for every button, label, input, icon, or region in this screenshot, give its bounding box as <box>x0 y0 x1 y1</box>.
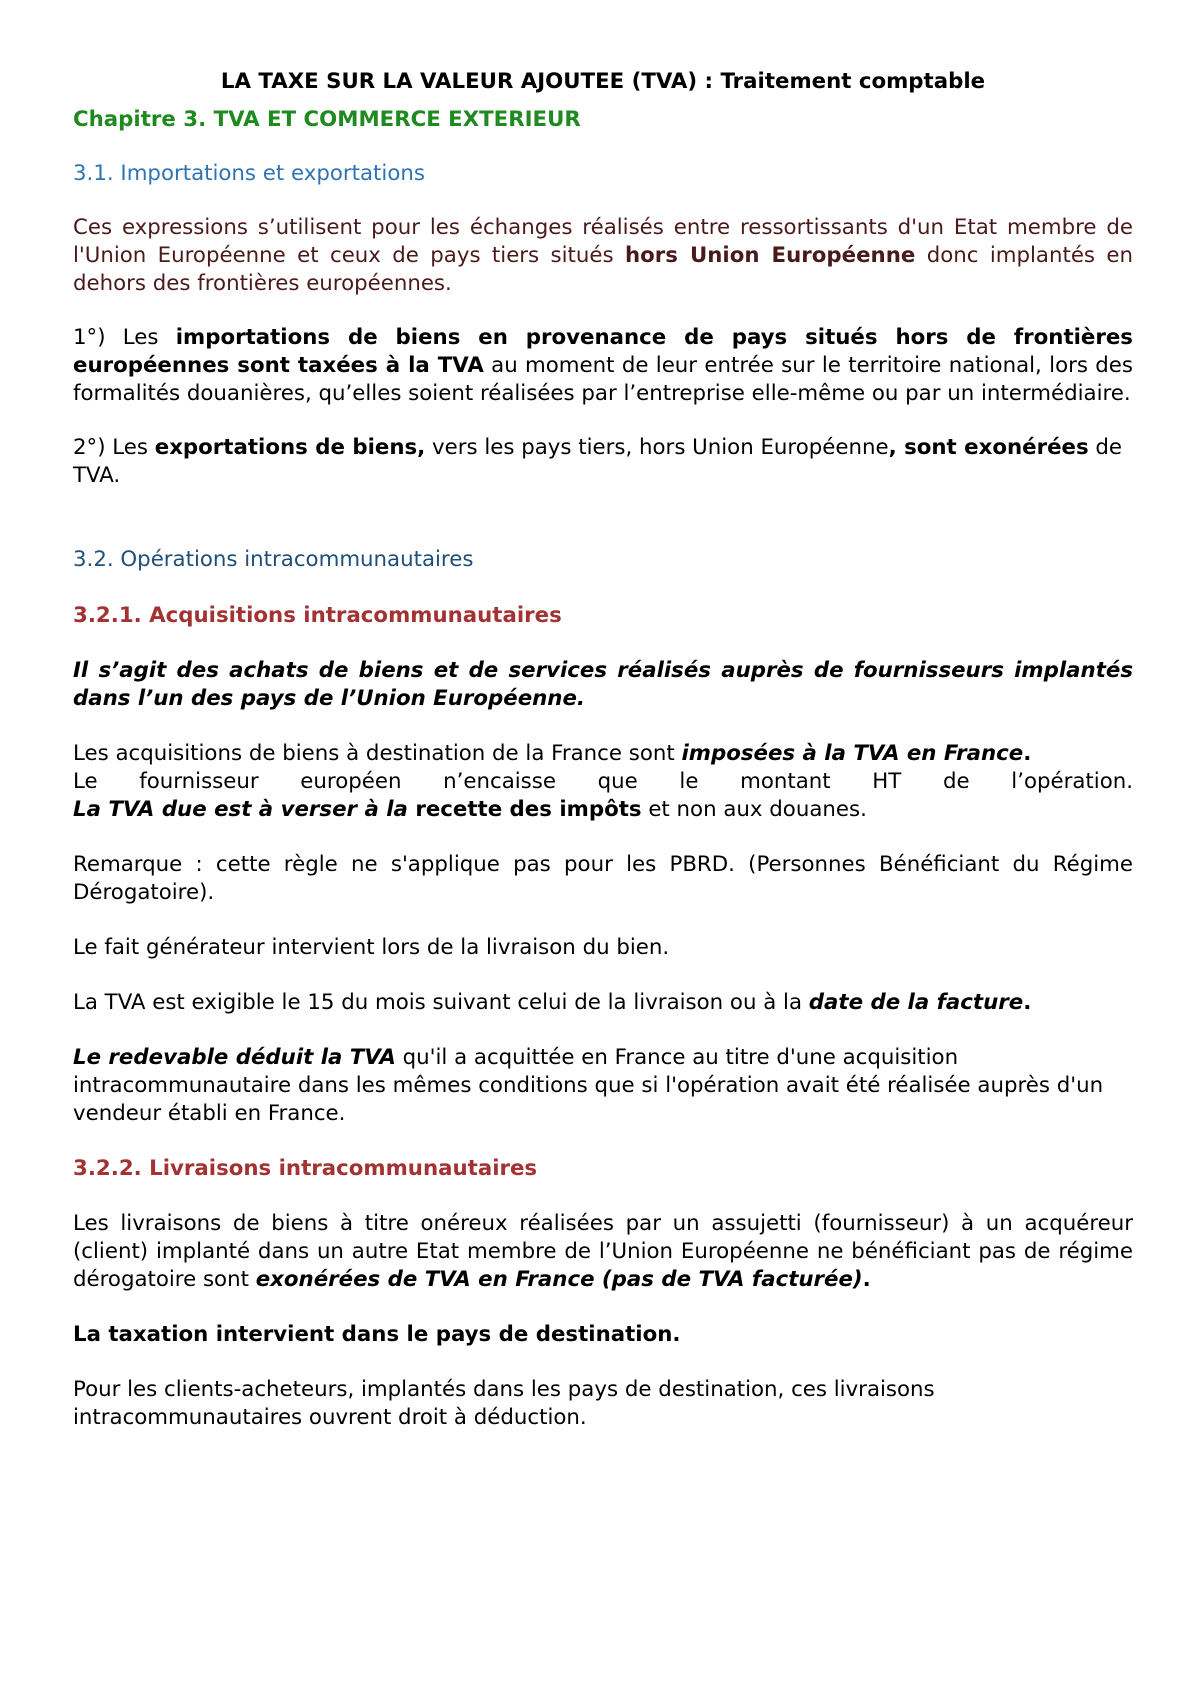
paragraph-clients: Pour les clients-acheteurs, implantés dans les pays de destination, ces livraisons intracommunautaires ouvrent droit à déduction. <box>73 1377 935 1430</box>
paragraph-exportations: 2°) Les exportations de biens, vers les pays tiers, hors Union Européenne, sont exonérées de TVA. <box>73 435 1123 488</box>
section-heading-3-2: 3.2. Opérations intracommunautaires <box>73 547 474 572</box>
paragraph-taxation: La taxation intervient dans le pays de destination. <box>73 1322 681 1347</box>
paragraph-acquisitions: Les acquisitions de biens à destination de la France sont imposées à la TVA en France. <box>73 741 1032 766</box>
paragraph-importations: 1°) Les importations de biens en provenance de pays situés hors de frontières européennes sont taxées à la TVA au moment de leur entrée sur le territoire national, lors des formalités douanières, qu’elles soient réalisées par l’entreprise elle-même ou par un intermédiaire. <box>73 325 1134 406</box>
paragraph-livraisons: Les livraisons de biens à titre onéreux réalisées par un assujetti (fournisseur) à un acquéreur (client) implanté dans un autre Etat membre de l’Union Européenne ne bénéficiant pas de régime dérogatoire sont exonérées de TVA en France (pas de TVA facturée). <box>73 1211 1133 1292</box>
paragraph-exigibilite: La TVA est exigible le 15 du mois suivant celui de la livraison ou à la date de la facture. <box>73 990 1032 1015</box>
paragraph-deduction: Le redevable déduit la TVA qu'il a acquittée en France au titre d'une acquisition intracommunautaire dans les mêmes conditions que si l'opération avait été réalisée auprès d'un vendeur établi en France. <box>73 1045 1104 1126</box>
document-title: LA TAXE SUR LA VALEUR AJOUTEE (TVA) : Traitement comptable <box>220 69 986 94</box>
paragraph-supplier: Le fournisseur européen n’encaisse que le montant HT de l’opération. <box>73 769 1133 794</box>
paragraph-fait-generateur: Le fait générateur intervient lors de la livraison du bien. <box>73 935 670 960</box>
chapter-heading: Chapitre 3. TVA ET COMMERCE EXTERIEUR <box>73 107 581 132</box>
section-heading-3-1: 3.1. Importations et exportations <box>73 161 425 186</box>
subsection-heading-3-2-2: 3.2.2. Livraisons intracommunautaires <box>73 1156 538 1181</box>
subsection-heading-3-2-1: 3.2.1. Acquisitions intracommunautaires <box>73 603 562 628</box>
document-content <box>73 68 1133 1432</box>
paragraph-intro: Ces expressions s’utilisent pour les échanges réalisés entre ressortissants d'un Etat membre de l'Union Européenne et ceux de pays tiers situés hors Union Européenne donc implantés en dehors des frontières européennes. <box>73 215 1134 296</box>
paragraph-remark: Remarque : cette règle ne s'applique pas pour les PBRD. (Personnes Bénéficiant du Régime Dérogatoire). <box>73 852 1133 905</box>
paragraph-tva-due: La TVA due est à verser à la recette des impôts et non aux douanes. <box>73 797 867 822</box>
paragraph-definition: Il s’agit des achats de biens et de services réalisés auprès de fournisseurs implantés dans l’un des pays de l’Union Européenne. <box>73 658 1133 711</box>
